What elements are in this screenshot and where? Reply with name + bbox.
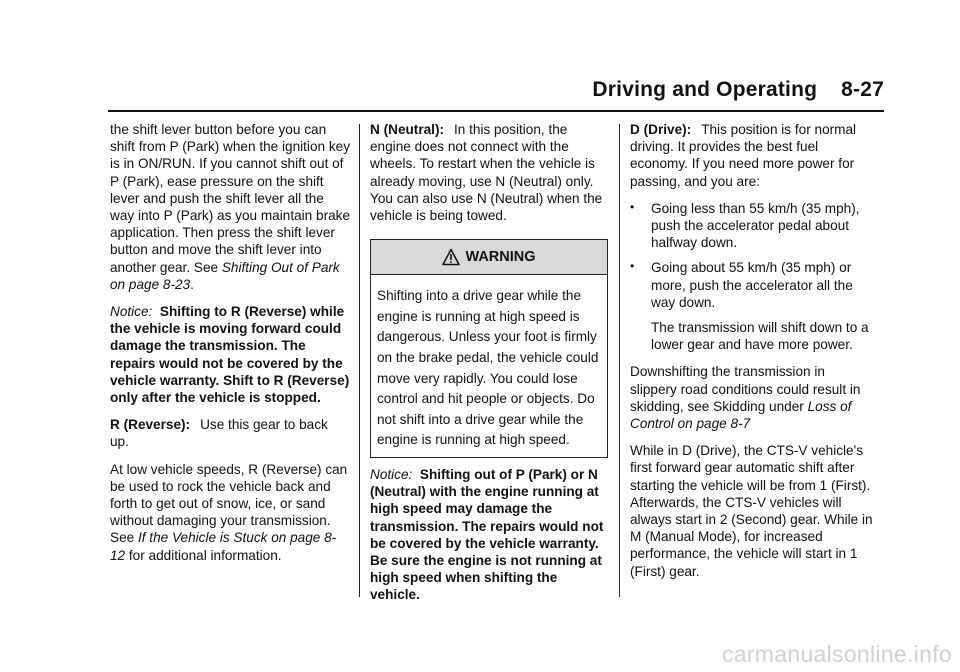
- warning-header: [371, 240, 607, 275]
- column-3: [630, 121, 874, 590]
- neutral-paragraph: N (Neutral): In this position, the engine does not connect with the wheels. To restart when the vehicle is already moving, use N (Neutral) only. You can also use N (Neutral) when the vehicle is being towed.: [370, 122, 603, 224]
- column-divider-2: [619, 124, 620, 597]
- column-1: [110, 121, 350, 574]
- reverse-term: R (Reverse):: [110, 417, 191, 433]
- notice-text: Shifting to R (Reverse) while the vehicle is moving forward could damage the transmission. The repairs would not be covered by the vehicle warranty. Shift to R (Reverse) only after the vehicle is stopped.: [110, 304, 350, 406]
- low-speed-paragraph: At low vehicle speeds, R (Reverse) can be used to rock the vehicle back and forth to get out of snow, ice, or sand without damaging your transmission. See If the Vehicle is Stuck on page 8-12 for additional information.: [110, 461, 348, 563]
- section-title: Driving and Operating: [592, 78, 818, 101]
- warning-box: [370, 239, 608, 458]
- header-rule: [108, 110, 884, 112]
- page-header: [592, 78, 884, 102]
- column-2: [370, 121, 608, 614]
- watermark: carmanualsonline.info: [721, 641, 952, 667]
- drive-paragraph: D (Drive): This position is for normal driving. It provides the best fuel economy. If you need more power for passing, and you are:: [630, 122, 857, 189]
- downshifting-paragraph: Downshifting the transmission in slippery road conditions could result in skidding, see Skidding under Loss of Control on page 8-7: [630, 364, 861, 432]
- vehicle-stuck-link[interactable]: If the Vehicle is Stuck on page 8-12: [110, 530, 337, 563]
- list-item: • Going less than 55 km/h (35 mph), push the accelerator pedal about halfway down.: [630, 200, 874, 252]
- page-number: 8-27: [841, 78, 884, 101]
- drive-term: D (Drive):: [630, 122, 692, 137]
- reverse-notice: [110, 303, 350, 406]
- warning-text: Shifting into a drive gear while the engine is running at high speed is dangerous. Unless your foot is firmly on the brake pedal, the vehicle could move very rapidly. You could lose control and hit people or objects. Do not shift into a drive gear while the engine is running at high speed.: [377, 288, 599, 448]
- park-neutral-notice: [370, 466, 608, 604]
- warning-triangle-icon: [442, 248, 460, 266]
- neutral-term: N (Neutral):: [370, 122, 445, 137]
- list-item: • Going about 55 km/h (35 mph) or more, push the accelerator all the way down.: [630, 259, 874, 311]
- passing-list: [630, 200, 874, 311]
- notice-text: Shifting out of P (Park) or N (Neutral) with the engine running at high speed may damage the transmission. The repairs would not be covered by the vehicle warranty. Be sure the engine is not running at high speed when shifting the vehicle.: [370, 466, 604, 603]
- column-divider-1: [359, 124, 360, 597]
- notice-label: Notice:: [370, 466, 413, 482]
- warning-title: WARNING: [465, 248, 536, 265]
- loss-of-control-link[interactable]: Loss of Control on page 8-7: [630, 398, 852, 432]
- downshift-note: The transmission will shift down to a lower gear and have more power.: [651, 320, 869, 353]
- notice-label: Notice:: [110, 304, 153, 320]
- cts-v-paragraph: While in D (Drive), the CTS-V vehicle's first forward gear automatic shift after starting the vehicle will be from 1 (First). Afterwards, the CTS-V vehicles will always start in 2 (Second) gear. While in M (Manual Mode), for increased performance, the vehicle will start in 1 (First) gear.: [630, 443, 873, 579]
- shifting-out-of-park-link[interactable]: Shifting Out of Park on page 8-23: [110, 259, 340, 292]
- reverse-paragraph: R (Reverse): Use this gear to back up.: [110, 417, 328, 450]
- park-shift-paragraph: the shift lever button before you can shift from P (Park) when the ignition key is in ON/RUN. If you cannot shift out of P (Park), ease pressure on the shift lever and push the shift lever all the way into P (Park) as you maintain brake application. Then press the shift lever button and move the shift lever into another gear. See Shifting Out of Park on page 8-23.: [110, 122, 351, 292]
